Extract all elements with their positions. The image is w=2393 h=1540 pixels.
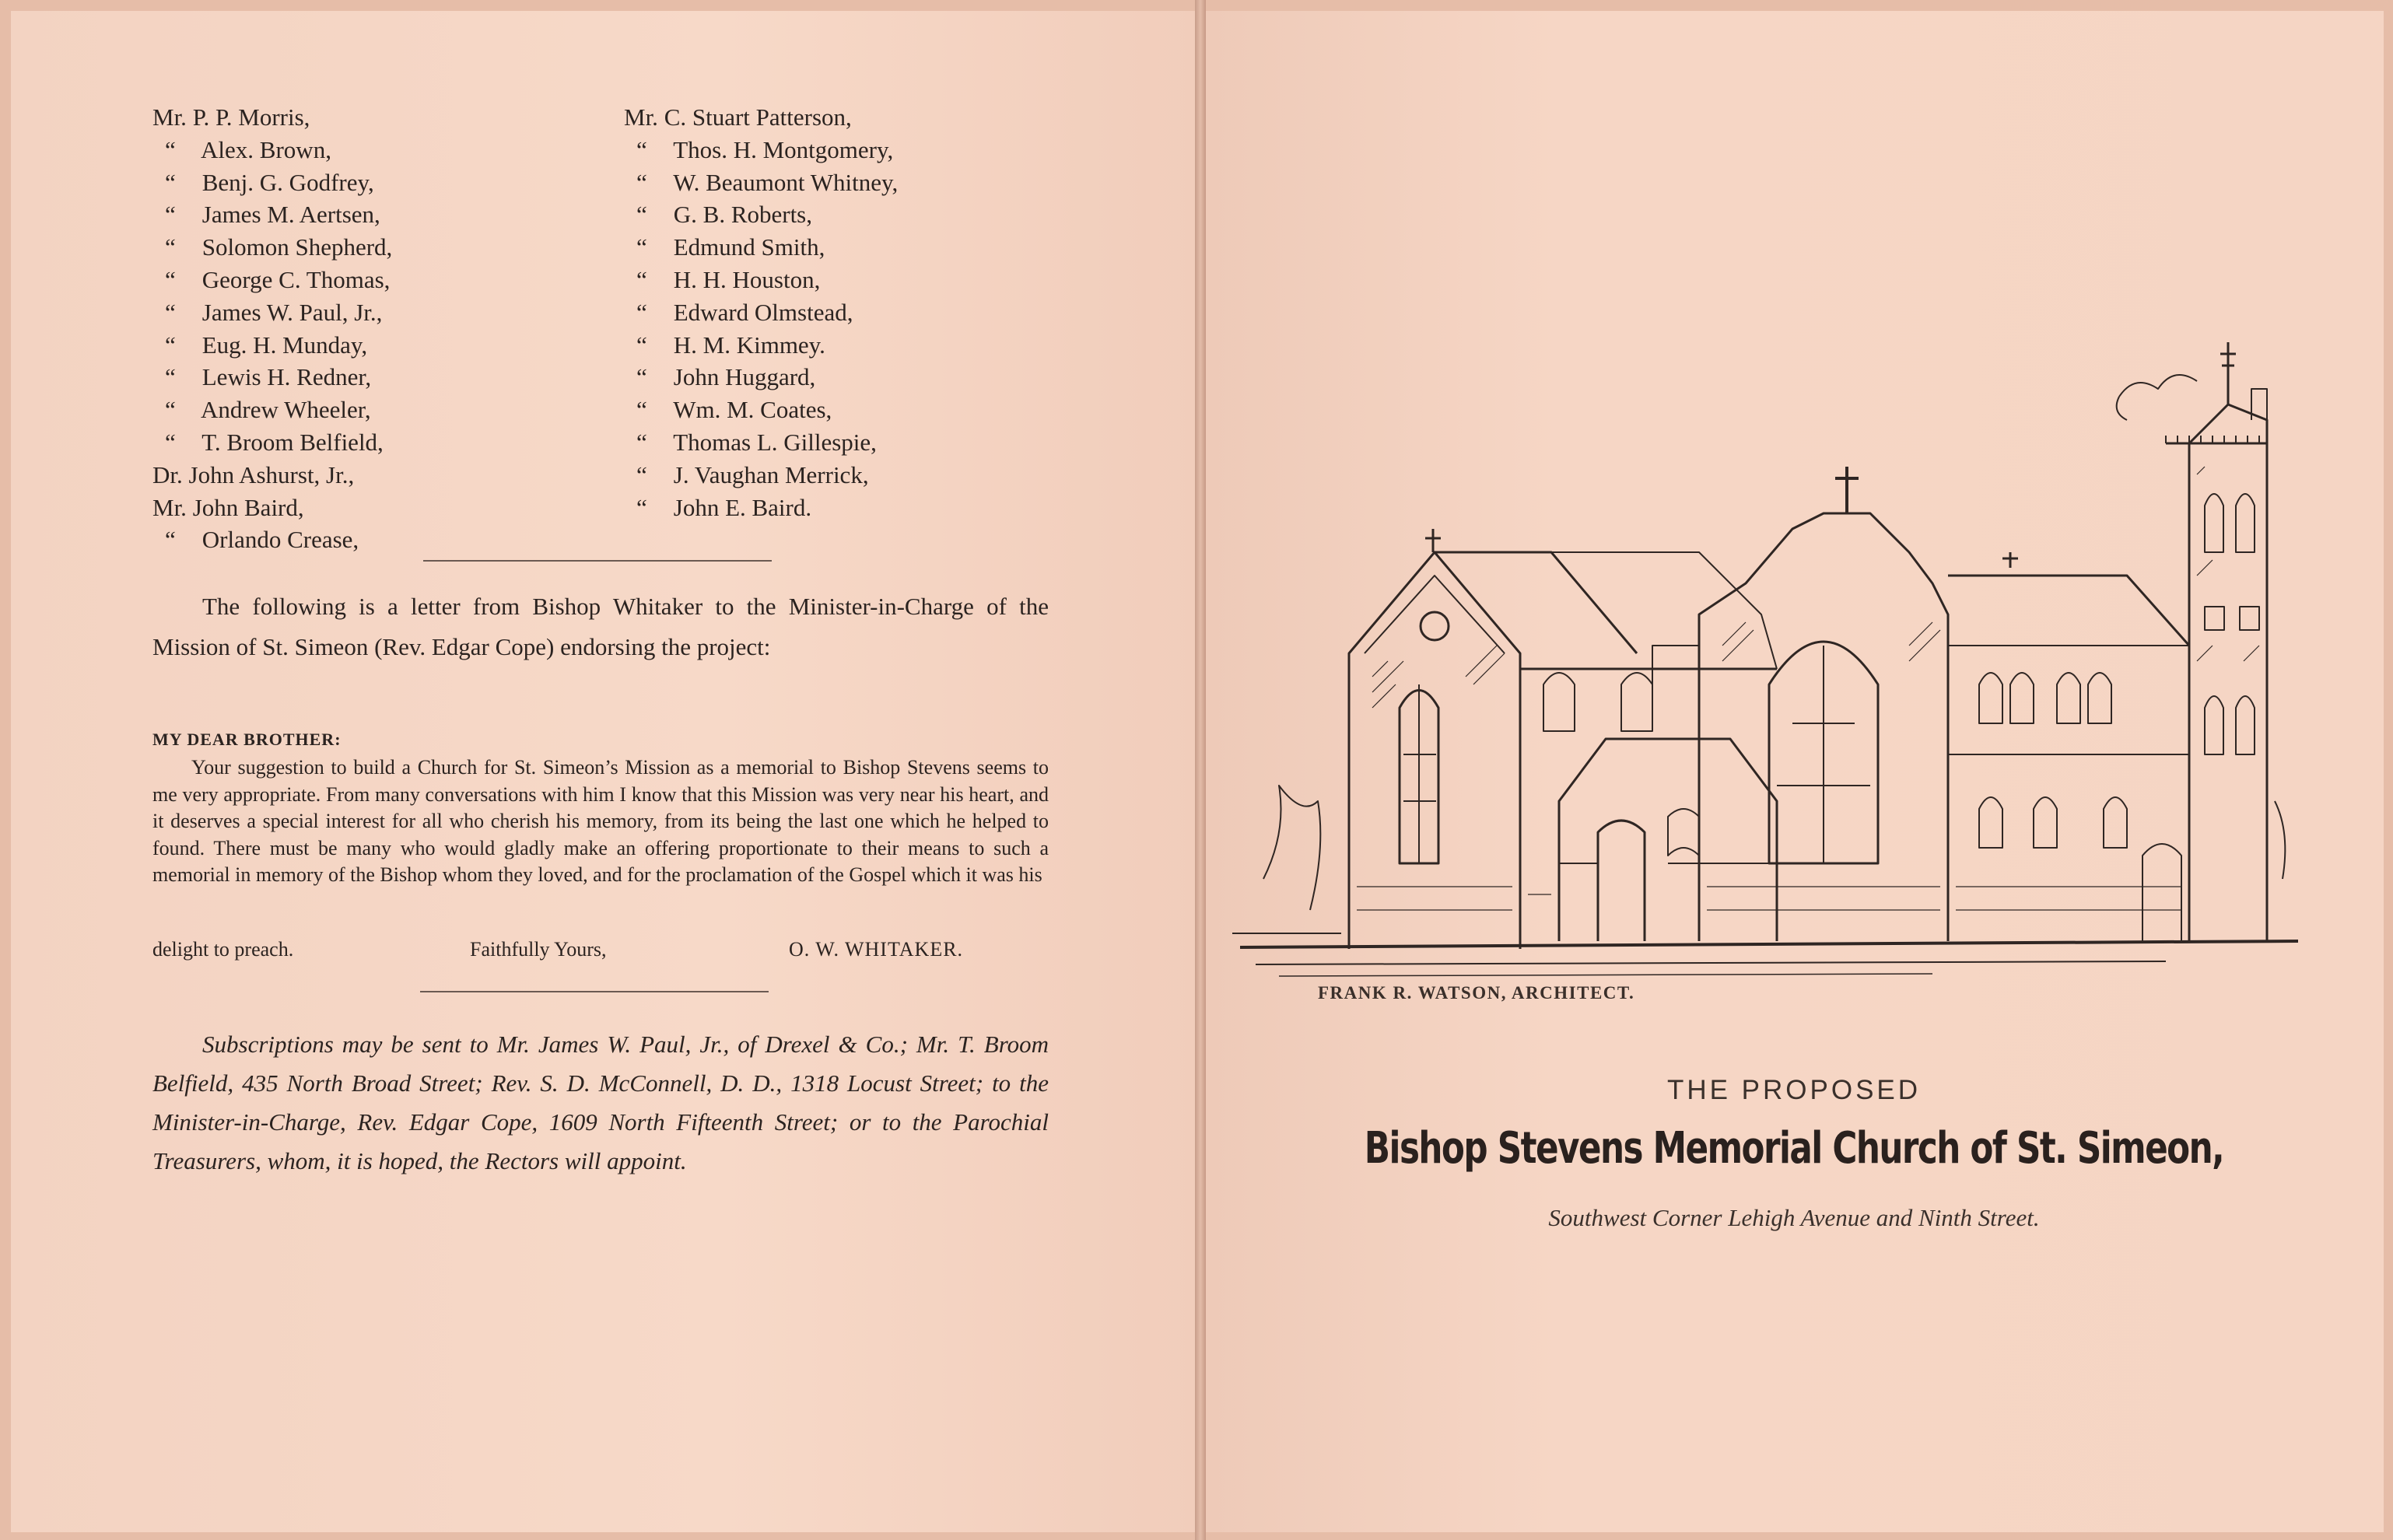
name-prefix: “ (636, 363, 647, 391)
name-text: Solomon Shepherd, (201, 233, 393, 261)
name-text: Edmund Smith, (673, 233, 825, 261)
subscriber-name (624, 394, 898, 426)
name-text: C. Stuart Patterson, (664, 103, 852, 131)
subscriber-name (624, 166, 898, 199)
name-prefix: “ (636, 233, 647, 261)
name-prefix: Mr. (152, 103, 187, 131)
architect-caption: FRANK R. WATSON, ARCHITECT. (1318, 983, 1635, 1003)
name-text: James W. Paul, Jr., (201, 298, 383, 326)
name-text: John E. Baird. (673, 493, 812, 521)
church-illustration (1232, 319, 2303, 988)
name-text: J. Vaughan Merrick, (673, 460, 869, 488)
name-prefix: “ (636, 396, 647, 424)
name-text: James M. Aertsen, (201, 201, 380, 229)
name-text: P. P. Morris, (192, 103, 310, 131)
name-prefix: “ (636, 265, 647, 293)
name-text: Wm. M. Coates, (673, 396, 832, 424)
name-text: Orlando Crease, (201, 526, 359, 554)
letter-salutation: MY DEAR BROTHER: (152, 730, 342, 749)
subscriber-name (624, 426, 898, 459)
proposed-heading: THE PROPOSED (1666, 1075, 1922, 1105)
name-text: Edward Olmstead, (673, 298, 853, 326)
name-prefix: “ (165, 265, 176, 293)
name-prefix: “ (636, 168, 647, 196)
name-prefix: Dr. (152, 460, 183, 488)
subscriber-name (624, 361, 898, 394)
name-text: George C. Thomas, (201, 265, 391, 293)
divider-rule-top (423, 560, 772, 562)
name-prefix: “ (636, 201, 647, 229)
subscriber-name (624, 134, 898, 166)
divider-rule-bottom (420, 991, 769, 992)
letter-last-line: delight to preach. (152, 938, 294, 961)
letter-body: Your suggestion to build a Church for St. Simeon’s Mission as a memorial to Bishop Stevens seems to me very appropriate. From many conversations with him I know that this Mission was very near his heart, and it deserves a special interest for all who cherish his memory, from its being the last one which he helped to found. There must be many who would gladly make an offering proportionate to their means to such a memorial in memory of the Bishop whom they loved, and for the proclamation of the Gospel which it was his (152, 756, 1049, 886)
name-text: H. M. Kimmey. (673, 331, 825, 359)
subscriber-name (152, 101, 392, 134)
subscriber-name (152, 523, 392, 556)
name-prefix: “ (636, 460, 647, 488)
subscriber-name (624, 492, 898, 524)
subscriber-name (624, 459, 898, 492)
name-prefix: “ (636, 331, 647, 359)
name-text: Thomas L. Gillespie, (673, 428, 877, 456)
name-prefix: “ (165, 233, 176, 261)
name-prefix: “ (636, 135, 647, 163)
subscriber-name (624, 329, 898, 362)
subscriber-name (152, 329, 392, 362)
name-text: John Huggard, (673, 363, 816, 391)
name-text: T. Broom Belfield, (201, 428, 384, 456)
church-title: Bishop Stevens Memorial Church of St. Simeon, (1364, 1123, 2224, 1174)
letter-signature: O. W. WHITAKER. (789, 938, 964, 961)
name-prefix: “ (165, 201, 176, 229)
name-text: G. B. Roberts, (673, 201, 812, 229)
name-prefix: “ (165, 135, 176, 163)
name-prefix: “ (165, 396, 176, 424)
names-column-1 (152, 101, 392, 556)
name-prefix: “ (636, 298, 647, 326)
subscriber-name (152, 134, 392, 166)
letter-closing: Faithfully Yours, (470, 938, 607, 961)
name-text: Lewis H. Redner, (201, 363, 372, 391)
subscriber-name (152, 459, 392, 492)
name-prefix: Mr. (624, 103, 658, 131)
name-text: Eug. H. Munday, (201, 331, 368, 359)
subscriber-name (624, 296, 898, 329)
name-prefix: “ (165, 168, 176, 196)
name-text: John Baird, (192, 493, 304, 521)
name-text: Alex. Brown, (201, 135, 331, 163)
subscriber-name (624, 264, 898, 296)
subscriber-name (152, 264, 392, 296)
name-text: Thos. H. Montgomery, (673, 135, 894, 163)
subscriber-name (152, 198, 392, 231)
subscriber-name (152, 426, 392, 459)
name-prefix: “ (636, 428, 647, 456)
subscriber-name (152, 296, 392, 329)
intro-paragraph: The following is a letter from Bishop Whitaker to the Minister-in-Charge of the Mission of St. Simeon (Rev. Edgar Cope) endorsing the project: (152, 593, 1049, 660)
name-text: Benj. G. Godfrey, (201, 168, 374, 196)
subscriber-name (624, 101, 898, 134)
subscriber-name (152, 394, 392, 426)
name-text: W. Beaumont Whitney, (673, 168, 899, 196)
name-prefix: “ (165, 331, 176, 359)
name-prefix: “ (636, 493, 647, 521)
names-column-2 (624, 101, 898, 523)
subscriber-name (152, 361, 392, 394)
subscriber-name (152, 492, 392, 524)
subscriber-name (624, 198, 898, 231)
name-prefix: “ (165, 526, 176, 554)
name-prefix: “ (165, 428, 176, 456)
subscriptions-paragraph: Subscriptions may be sent to Mr. James W. Paul, Jr., of Drexel & Co.; Mr. T. Broom Belfield, 435 North Broad Street; Rev. S. D. McConnell, D. D., 1318 Locust Street; to the Minister-in-Charge, Rev. Edgar Cope, 1609 North Fifteenth Street; or to the Parochial Treasurers, whom, it is hoped, the Rectors will appoint. (152, 1031, 1049, 1174)
church-address: Southwest Corner Lehigh Avenue and Ninth Street. (1548, 1204, 2040, 1231)
name-text: Andrew Wheeler, (201, 396, 371, 424)
name-prefix: Mr. (152, 493, 187, 521)
center-fold (1195, 0, 1206, 1540)
name-text: H. H. Houston, (673, 265, 821, 293)
name-text: John Ashurst, Jr., (188, 460, 355, 488)
subscriber-name (624, 231, 898, 264)
name-prefix: “ (165, 363, 176, 391)
subscriber-name (152, 231, 392, 264)
name-prefix: “ (165, 298, 176, 326)
subscriber-name (152, 166, 392, 199)
